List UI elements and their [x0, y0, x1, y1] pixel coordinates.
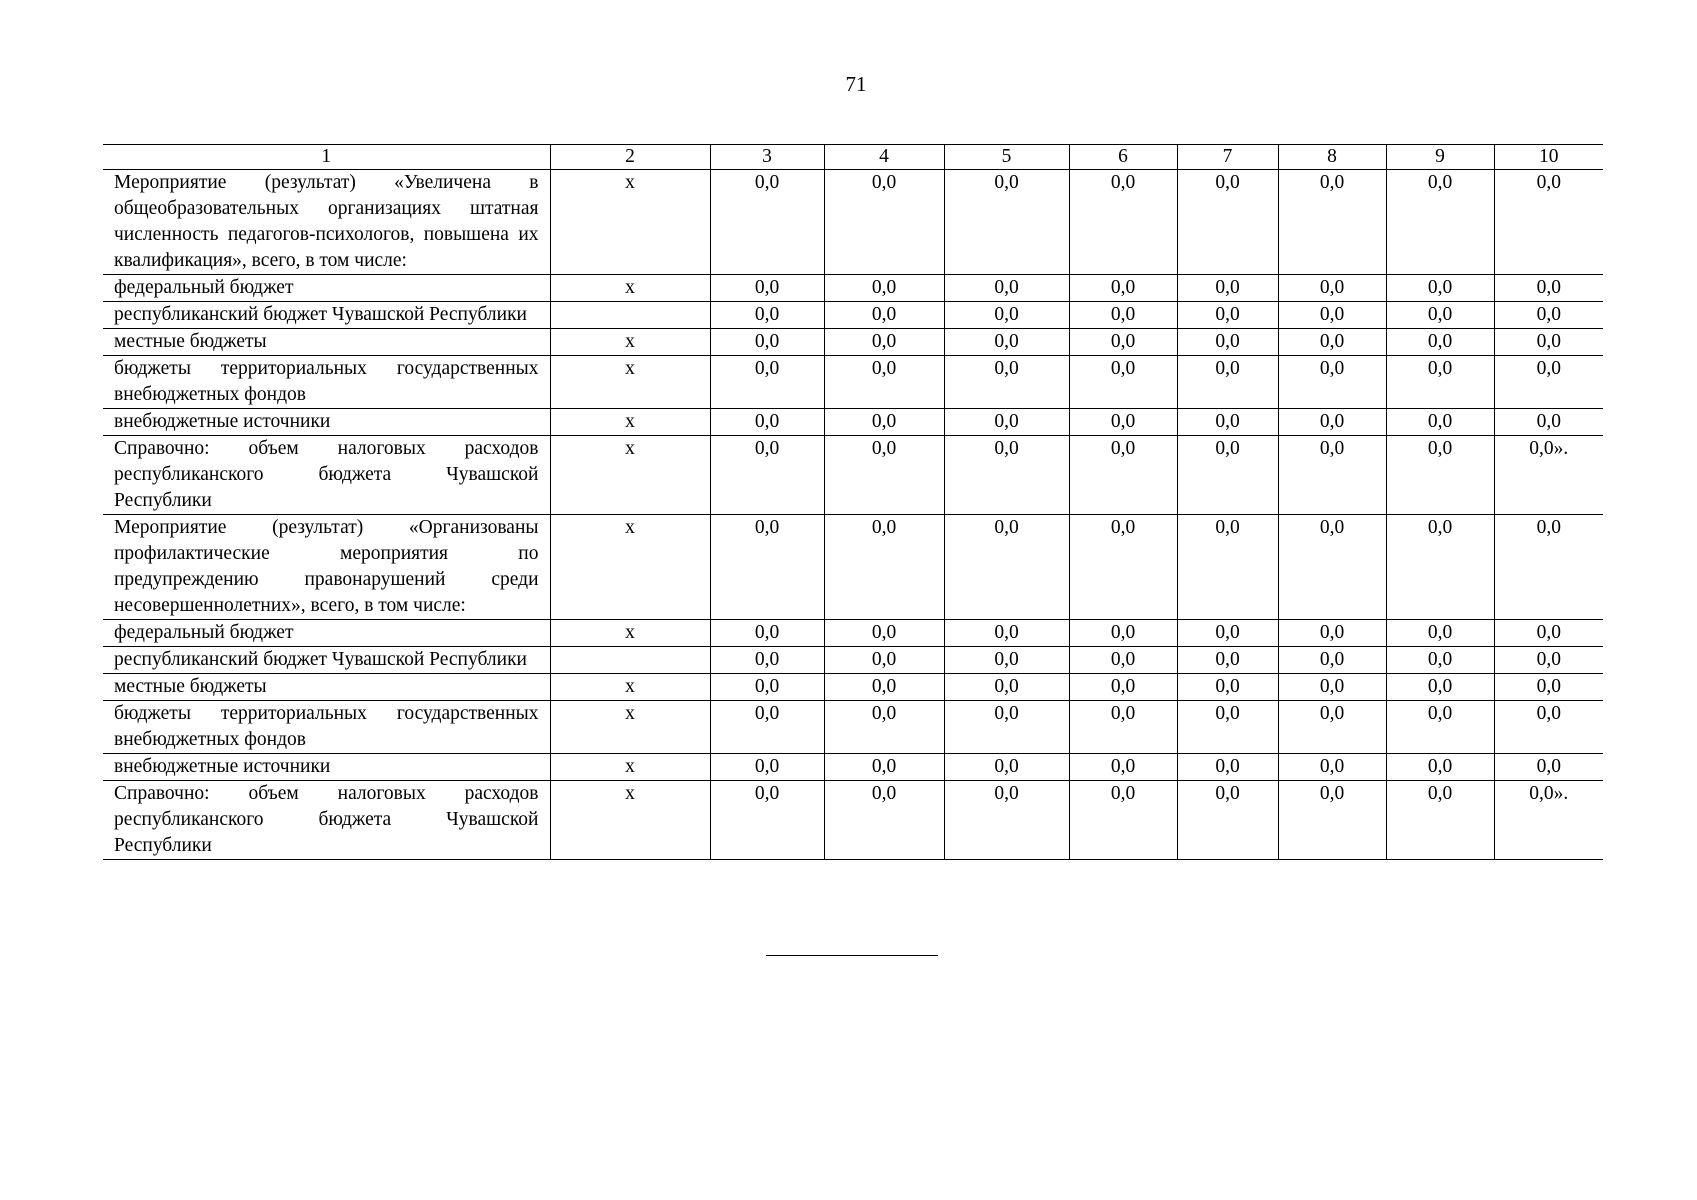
- value-cell: 0,0: [1386, 781, 1494, 860]
- value-cell: 0,0: [1069, 647, 1177, 674]
- value-cell: 0,0: [1177, 329, 1278, 356]
- value-cell: 0,0: [1278, 409, 1386, 436]
- column-header: 6: [1069, 145, 1177, 170]
- value-cell: 0,0: [824, 356, 944, 409]
- value-cell: 0,0: [1494, 647, 1603, 674]
- row-label: внебюджетные источники: [103, 754, 550, 781]
- value-cell: 0,0: [1494, 754, 1603, 781]
- value-cell: 0,0: [1386, 170, 1494, 275]
- table-row: [103, 647, 1603, 674]
- value-cell: 0,0: [710, 701, 824, 754]
- value-cell: 0,0: [1386, 302, 1494, 329]
- value-cell: 0,0: [944, 754, 1069, 781]
- value-cell: 0,0: [1278, 620, 1386, 647]
- value-cell: 0,0: [1069, 356, 1177, 409]
- value-cell: 0,0: [824, 329, 944, 356]
- value-cell: 0,0: [1069, 275, 1177, 302]
- row-label: федеральный бюджет: [103, 620, 550, 647]
- value-cell: 0,0: [710, 674, 824, 701]
- value-cell: 0,0: [1278, 754, 1386, 781]
- table-row: [103, 409, 1603, 436]
- value-cell: 0,0: [944, 275, 1069, 302]
- value-cell: 0,0: [1069, 329, 1177, 356]
- column-2-cell: x: [550, 275, 710, 302]
- column-2-cell: x: [550, 515, 710, 620]
- row-label: внебюджетные источники: [103, 409, 550, 436]
- table-row: [103, 515, 1603, 620]
- column-2-cell: x: [550, 620, 710, 647]
- value-cell: 0,0: [1278, 436, 1386, 515]
- value-cell: 0,0: [1494, 302, 1603, 329]
- value-cell: 0,0: [1386, 647, 1494, 674]
- table-row: [103, 620, 1603, 647]
- column-header: 10: [1494, 145, 1603, 170]
- value-cell: 0,0: [944, 515, 1069, 620]
- value-cell: 0,0: [1278, 674, 1386, 701]
- value-cell: 0,0: [1069, 436, 1177, 515]
- row-label: республиканский бюджет Чувашской Республики: [103, 647, 550, 674]
- column-header: 8: [1278, 145, 1386, 170]
- value-cell: 0,0: [710, 170, 824, 275]
- value-cell: 0,0: [824, 620, 944, 647]
- table-row: [103, 302, 1603, 329]
- column-header: 1: [103, 145, 550, 170]
- value-cell: 0,0: [1177, 701, 1278, 754]
- row-label: бюджеты территориальных государственных внебюджетных фондов: [103, 356, 550, 409]
- value-cell: 0,0: [824, 515, 944, 620]
- value-cell: 0,0: [1069, 781, 1177, 860]
- value-cell: 0,0: [1494, 275, 1603, 302]
- value-cell: 0,0: [824, 170, 944, 275]
- value-cell: 0,0: [710, 515, 824, 620]
- column-2-cell: x: [550, 329, 710, 356]
- value-cell: 0,0: [824, 647, 944, 674]
- value-cell: 0,0: [1386, 436, 1494, 515]
- value-cell: 0,0: [1278, 170, 1386, 275]
- value-cell: 0,0».: [1494, 436, 1603, 515]
- value-cell: 0,0: [1494, 674, 1603, 701]
- header-row: [103, 145, 1603, 170]
- value-cell: 0,0: [1386, 754, 1494, 781]
- row-label: республиканский бюджет Чувашской Республики: [103, 302, 550, 329]
- value-cell: 0,0: [1177, 754, 1278, 781]
- value-cell: 0,0: [1177, 781, 1278, 860]
- value-cell: 0,0».: [1494, 781, 1603, 860]
- value-cell: 0,0: [1069, 302, 1177, 329]
- value-cell: 0,0: [1278, 647, 1386, 674]
- budget-table: [103, 144, 1603, 860]
- value-cell: 0,0: [1177, 302, 1278, 329]
- column-header: 2: [550, 145, 710, 170]
- value-cell: 0,0: [1177, 409, 1278, 436]
- value-cell: 0,0: [1177, 275, 1278, 302]
- column-2-cell: x: [550, 436, 710, 515]
- value-cell: 0,0: [1278, 701, 1386, 754]
- value-cell: 0,0: [944, 674, 1069, 701]
- value-cell: 0,0: [824, 275, 944, 302]
- value-cell: 0,0: [710, 275, 824, 302]
- column-2-cell: [550, 647, 710, 674]
- value-cell: 0,0: [944, 170, 1069, 275]
- value-cell: 0,0: [1386, 409, 1494, 436]
- value-cell: 0,0: [1177, 674, 1278, 701]
- value-cell: 0,0: [944, 436, 1069, 515]
- column-2-cell: x: [550, 170, 710, 275]
- table-row: [103, 170, 1603, 275]
- value-cell: 0,0: [710, 647, 824, 674]
- table-row: [103, 754, 1603, 781]
- row-label: местные бюджеты: [103, 329, 550, 356]
- value-cell: 0,0: [1069, 754, 1177, 781]
- value-cell: 0,0: [1494, 515, 1603, 620]
- value-cell: 0,0: [1494, 409, 1603, 436]
- value-cell: 0,0: [1278, 329, 1386, 356]
- value-cell: 0,0: [1494, 329, 1603, 356]
- value-cell: 0,0: [1494, 620, 1603, 647]
- value-cell: 0,0: [1177, 436, 1278, 515]
- table-row: [103, 781, 1603, 860]
- value-cell: 0,0: [1494, 170, 1603, 275]
- value-cell: 0,0: [1069, 701, 1177, 754]
- row-label: Мероприятие (результат) «Увеличена в общеобразовательных организациях штатная численность педагогов-психологов, повышена их квалификация», всего, в том числе:: [103, 170, 550, 275]
- value-cell: 0,0: [944, 409, 1069, 436]
- value-cell: 0,0: [1177, 170, 1278, 275]
- table-row: [103, 356, 1603, 409]
- value-cell: 0,0: [1386, 674, 1494, 701]
- column-2-cell: x: [550, 356, 710, 409]
- page-number: 71: [845, 72, 867, 96]
- row-label: Справочно: объем налоговых расходов республиканского бюджета Чувашской Республики: [103, 781, 550, 860]
- row-label: Мероприятие (результат) «Организованы профилактические мероприятия по предупреждению правонарушений среди несовершеннолетних», всего, в том числе:: [103, 515, 550, 620]
- value-cell: 0,0: [1278, 781, 1386, 860]
- value-cell: 0,0: [1386, 329, 1494, 356]
- column-header: 5: [944, 145, 1069, 170]
- value-cell: 0,0: [824, 701, 944, 754]
- value-cell: 0,0: [1494, 701, 1603, 754]
- value-cell: 0,0: [710, 329, 824, 356]
- value-cell: 0,0: [1278, 515, 1386, 620]
- value-cell: 0,0: [1177, 620, 1278, 647]
- table-row: [103, 674, 1603, 701]
- value-cell: 0,0: [824, 674, 944, 701]
- value-cell: 0,0: [944, 329, 1069, 356]
- value-cell: 0,0: [1069, 515, 1177, 620]
- column-2-cell: x: [550, 409, 710, 436]
- value-cell: 0,0: [1177, 647, 1278, 674]
- value-cell: 0,0: [1069, 620, 1177, 647]
- column-2-cell: x: [550, 754, 710, 781]
- value-cell: 0,0: [1494, 356, 1603, 409]
- value-cell: 0,0: [1069, 170, 1177, 275]
- value-cell: 0,0: [1386, 356, 1494, 409]
- value-cell: 0,0: [710, 754, 824, 781]
- column-2-cell: [550, 302, 710, 329]
- column-2-cell: x: [550, 674, 710, 701]
- value-cell: 0,0: [1386, 620, 1494, 647]
- value-cell: 0,0: [824, 754, 944, 781]
- footer-divider: [766, 955, 938, 956]
- value-cell: 0,0: [824, 409, 944, 436]
- column-header: 7: [1177, 145, 1278, 170]
- table-row: [103, 436, 1603, 515]
- value-cell: 0,0: [1177, 515, 1278, 620]
- value-cell: 0,0: [944, 647, 1069, 674]
- value-cell: 0,0: [710, 302, 824, 329]
- value-cell: 0,0: [1278, 356, 1386, 409]
- value-cell: 0,0: [824, 436, 944, 515]
- table-row: [103, 275, 1603, 302]
- table-row: [103, 701, 1603, 754]
- row-label: местные бюджеты: [103, 674, 550, 701]
- column-header: 3: [710, 145, 824, 170]
- table-body: [103, 170, 1603, 860]
- value-cell: 0,0: [1386, 515, 1494, 620]
- value-cell: 0,0: [710, 409, 824, 436]
- value-cell: 0,0: [1177, 356, 1278, 409]
- column-2-cell: x: [550, 701, 710, 754]
- value-cell: 0,0: [1069, 409, 1177, 436]
- value-cell: 0,0: [944, 302, 1069, 329]
- value-cell: 0,0: [824, 302, 944, 329]
- value-cell: 0,0: [944, 781, 1069, 860]
- value-cell: 0,0: [824, 781, 944, 860]
- value-cell: 0,0: [1278, 302, 1386, 329]
- column-2-cell: x: [550, 781, 710, 860]
- column-header: 9: [1386, 145, 1494, 170]
- value-cell: 0,0: [710, 620, 824, 647]
- value-cell: 0,0: [1278, 275, 1386, 302]
- value-cell: 0,0: [944, 701, 1069, 754]
- value-cell: 0,0: [944, 356, 1069, 409]
- value-cell: 0,0: [1069, 674, 1177, 701]
- row-label: федеральный бюджет: [103, 275, 550, 302]
- value-cell: 0,0: [710, 436, 824, 515]
- value-cell: 0,0: [944, 620, 1069, 647]
- row-label: бюджеты территориальных государственных внебюджетных фондов: [103, 701, 550, 754]
- value-cell: 0,0: [710, 781, 824, 860]
- row-label: Справочно: объем налоговых расходов республиканского бюджета Чувашской Республики: [103, 436, 550, 515]
- column-header: 4: [824, 145, 944, 170]
- value-cell: 0,0: [1386, 275, 1494, 302]
- value-cell: 0,0: [1386, 701, 1494, 754]
- value-cell: 0,0: [710, 356, 824, 409]
- table-row: [103, 329, 1603, 356]
